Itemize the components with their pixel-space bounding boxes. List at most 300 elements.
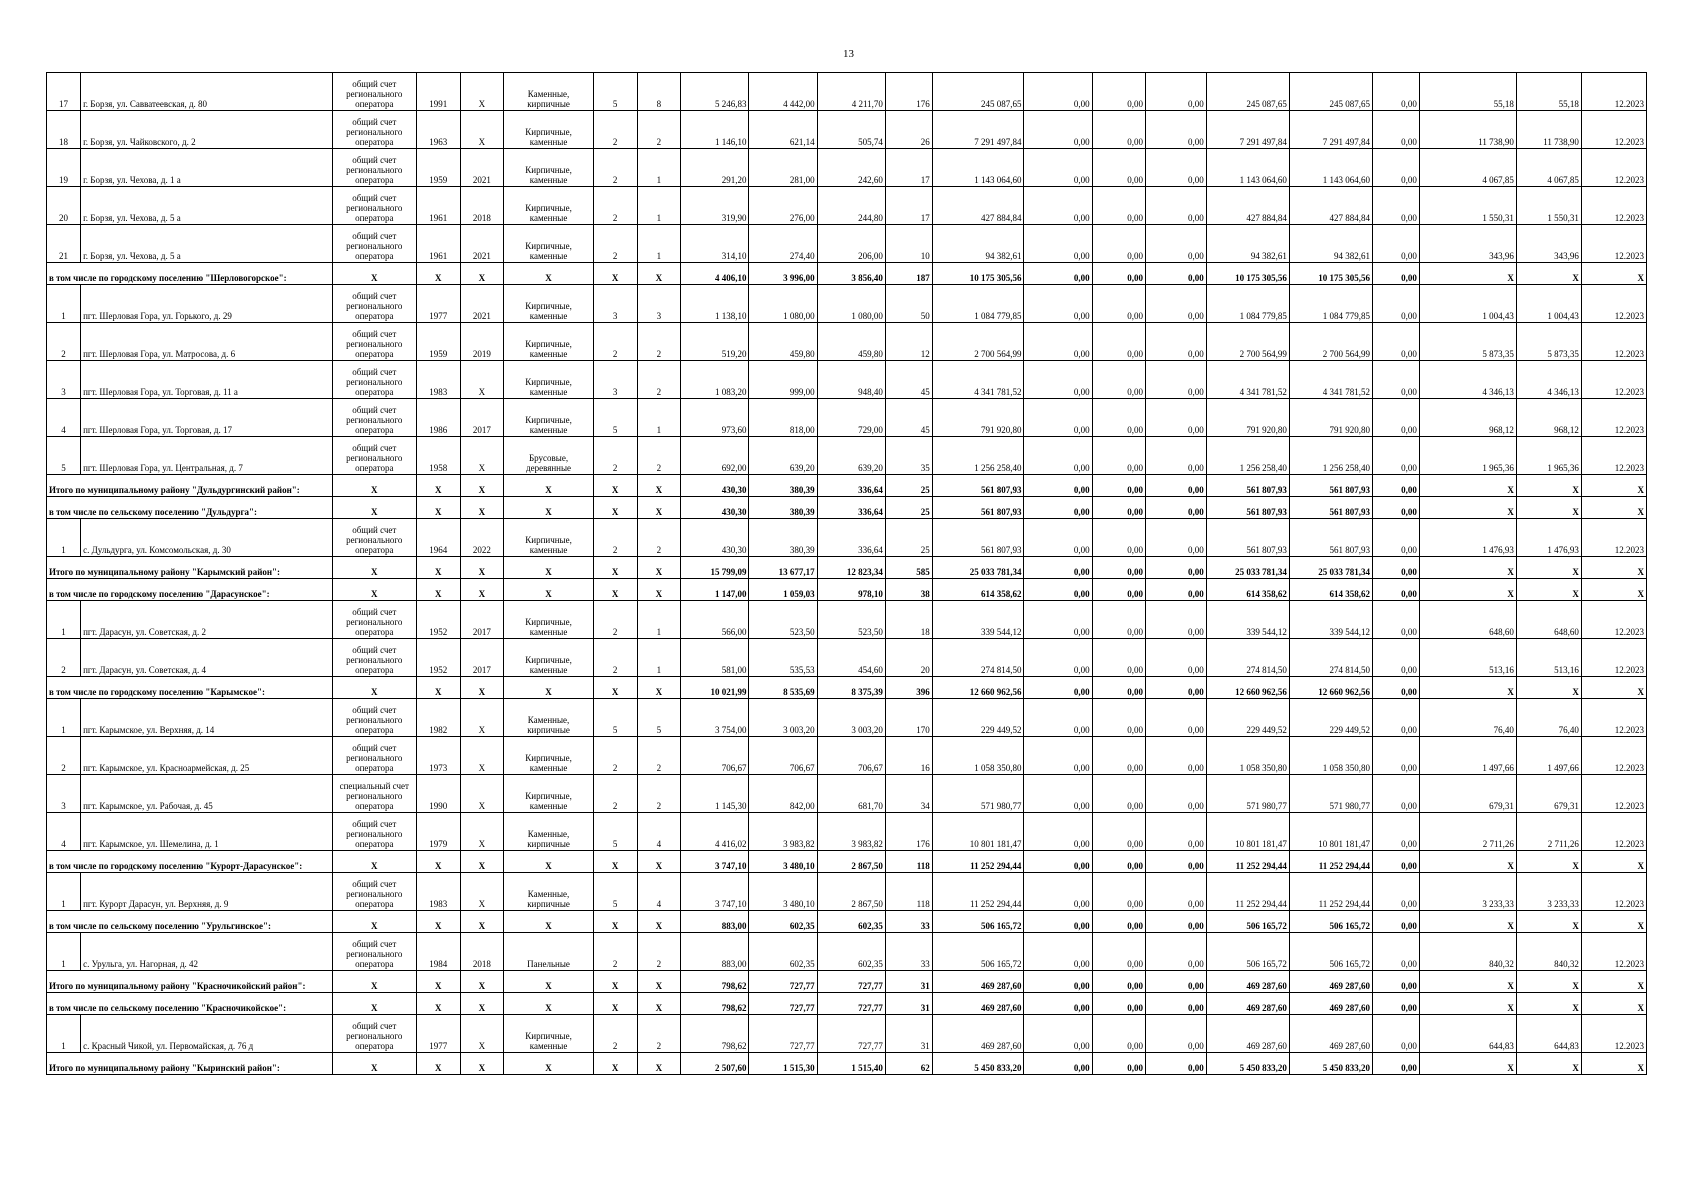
cell-cost: 11 252 294,44 (932, 873, 1024, 911)
cell-year: 1983 (416, 361, 460, 399)
cell-f4: 506 165,72 (1206, 933, 1289, 971)
cell-reno: X (460, 993, 504, 1015)
cell-date: 12.2023 (1581, 399, 1646, 437)
cell-f1: 0,00 (1024, 579, 1092, 601)
cell-fl: X (593, 497, 637, 519)
cell-mat: X (504, 497, 594, 519)
cell-f4: 1 256 258,40 (1206, 437, 1289, 475)
cell-fl: 3 (593, 285, 637, 323)
cell-mat: X (504, 579, 594, 601)
cell-f2: 0,00 (1092, 225, 1145, 263)
cell-a1: 430,30 (681, 497, 749, 519)
cell-ent: 1 (637, 187, 681, 225)
cell-year: 1961 (416, 225, 460, 263)
cell-a2: 727,77 (749, 993, 817, 1015)
cell-f2: 0,00 (1092, 1015, 1145, 1053)
cell-u1: X (1419, 579, 1516, 601)
cell-u2: 1 497,66 (1516, 737, 1581, 775)
cell-reno: X (460, 579, 504, 601)
cell-f5: 561 807,93 (1289, 519, 1372, 557)
cell-mat: X (504, 971, 594, 993)
cell-f2: 0,00 (1092, 285, 1145, 323)
cell-ppl: 25 (885, 519, 932, 557)
cell-u2: 1 965,36 (1516, 437, 1581, 475)
cell-acc: X (332, 911, 416, 933)
cell-u1: 4 067,85 (1419, 149, 1516, 187)
cell-a3: 602,35 (817, 911, 885, 933)
cell-year: 1983 (416, 873, 460, 911)
cell-reno: X (460, 497, 504, 519)
cell-addr: с. Красный Чикой, ул. Первомайская, д. 76 д (81, 1015, 333, 1053)
cell-f1: 0,00 (1024, 361, 1092, 399)
cell-f1: 0,00 (1024, 111, 1092, 149)
cell-date: 12.2023 (1581, 361, 1646, 399)
cell-acc: общий счет регионального оператора (332, 225, 416, 263)
cell-f1: 0,00 (1024, 993, 1092, 1015)
cell-a3: 602,35 (817, 933, 885, 971)
cell-u2: X (1516, 993, 1581, 1015)
cell-f6: 0,00 (1372, 399, 1419, 437)
cell-mat: Кирпичные, каменные (504, 361, 594, 399)
table-row (47, 111, 1647, 149)
cell-u2: X (1516, 911, 1581, 933)
table-row (47, 187, 1647, 225)
cell-f6: 0,00 (1372, 933, 1419, 971)
cell-ppl: 33 (885, 911, 932, 933)
cell-f5: 1 084 779,85 (1289, 285, 1372, 323)
cell-a3: 336,64 (817, 519, 885, 557)
cell-mat: Кирпичные, каменные (504, 111, 594, 149)
cell-ppl: 18 (885, 601, 932, 639)
cell-f2: 0,00 (1092, 737, 1145, 775)
cell-addr: пгт. Шерловая Гора, ул. Горького, д. 29 (81, 285, 333, 323)
cell-ent: X (637, 579, 681, 601)
cell-reno: 2018 (460, 187, 504, 225)
cell-f2: 0,00 (1092, 73, 1145, 111)
cell-no: 21 (47, 225, 81, 263)
cell-f4: 561 807,93 (1206, 497, 1289, 519)
cell-f6: 0,00 (1372, 361, 1419, 399)
cell-date: X (1581, 993, 1646, 1015)
cell-a2: 8 535,69 (749, 677, 817, 699)
cell-u1: 968,12 (1419, 399, 1516, 437)
cell-mat: Кирпичные, каменные (504, 285, 594, 323)
cell-u2: 1 476,93 (1516, 519, 1581, 557)
cell-f1: 0,00 (1024, 285, 1092, 323)
cell-a3: 3 003,20 (817, 699, 885, 737)
cell-f5: 469 287,60 (1289, 993, 1372, 1015)
cell-f2: 0,00 (1092, 639, 1145, 677)
cell-f4: 1 143 064,60 (1206, 149, 1289, 187)
cell-ent: X (637, 475, 681, 497)
cell-cost: 4 341 781,52 (932, 361, 1024, 399)
cell-date: 12.2023 (1581, 187, 1646, 225)
cell-f6: 0,00 (1372, 225, 1419, 263)
cell-mat: Кирпичные, каменные (504, 225, 594, 263)
cell-f6: 0,00 (1372, 873, 1419, 911)
cell-u2: 55,18 (1516, 73, 1581, 111)
cell-a1: 2 507,60 (681, 1053, 749, 1075)
cell-a2: 621,14 (749, 111, 817, 149)
cell-cost: 469 287,60 (932, 993, 1024, 1015)
cell-date: X (1581, 263, 1646, 285)
cell-a3: 8 375,39 (817, 677, 885, 699)
cell-u1: X (1419, 263, 1516, 285)
cell-ent: 1 (637, 601, 681, 639)
cell-reno: X (460, 813, 504, 851)
cell-f3: 0,00 (1145, 993, 1206, 1015)
cell-f1: 0,00 (1024, 437, 1092, 475)
cell-a3: 2 867,50 (817, 851, 885, 873)
cell-fl: X (593, 911, 637, 933)
cell-mat: Кирпичные, каменные (504, 519, 594, 557)
cell-a1: 1 146,10 (681, 111, 749, 149)
cell-cost: 12 660 962,56 (932, 677, 1024, 699)
cell-year: 1952 (416, 639, 460, 677)
cell-f6: 0,00 (1372, 813, 1419, 851)
cell-f4: 561 807,93 (1206, 475, 1289, 497)
cell-f3: 0,00 (1145, 519, 1206, 557)
cell-f1: 0,00 (1024, 557, 1092, 579)
cell-a3: 639,20 (817, 437, 885, 475)
cell-f1: 0,00 (1024, 323, 1092, 361)
cell-u1: X (1419, 557, 1516, 579)
cell-a1: 798,62 (681, 971, 749, 993)
cell-a1: 973,60 (681, 399, 749, 437)
cell-a2: 380,39 (749, 475, 817, 497)
cell-u1: X (1419, 993, 1516, 1015)
cell-a2: 727,77 (749, 1015, 817, 1053)
cell-f5: 561 807,93 (1289, 497, 1372, 519)
cell-f4: 469 287,60 (1206, 971, 1289, 993)
cell-cost: 7 291 497,84 (932, 111, 1024, 149)
cell-u1: X (1419, 851, 1516, 873)
cell-f4: 561 807,93 (1206, 519, 1289, 557)
cell-ent: X (637, 557, 681, 579)
cell-f3: 0,00 (1145, 437, 1206, 475)
cell-f2: 0,00 (1092, 993, 1145, 1015)
cell-f6: 0,00 (1372, 1053, 1419, 1075)
cell-f4: 25 033 781,34 (1206, 557, 1289, 579)
cell-a3: 206,00 (817, 225, 885, 263)
cell-acc: общий счет регионального оператора (332, 73, 416, 111)
cell-u2: 679,31 (1516, 775, 1581, 813)
cell-date: 12.2023 (1581, 639, 1646, 677)
cell-f6: 0,00 (1372, 111, 1419, 149)
cell-no: 18 (47, 111, 81, 149)
cell-a2: 999,00 (749, 361, 817, 399)
cell-a3: 454,60 (817, 639, 885, 677)
cell-cost: 469 287,60 (932, 1015, 1024, 1053)
cell-ppl: 35 (885, 437, 932, 475)
cell-acc: общий счет регионального оператора (332, 639, 416, 677)
cell-a1: 883,00 (681, 911, 749, 933)
cell-reno: X (460, 851, 504, 873)
cell-f1: 0,00 (1024, 971, 1092, 993)
cell-u1: 1 476,93 (1419, 519, 1516, 557)
cell-cost: 1 143 064,60 (932, 149, 1024, 187)
cell-u2: 1 550,31 (1516, 187, 1581, 225)
cell-no: 1 (47, 699, 81, 737)
cell-f4: 10 801 181,47 (1206, 813, 1289, 851)
cell-a3: 336,64 (817, 497, 885, 519)
cell-reno: 2019 (460, 323, 504, 361)
cell-f3: 0,00 (1145, 73, 1206, 111)
cell-no: 2 (47, 639, 81, 677)
cell-date: X (1581, 579, 1646, 601)
table-row (47, 699, 1647, 737)
cell-year: X (416, 557, 460, 579)
cell-f5: 339 544,12 (1289, 601, 1372, 639)
cell-f2: 0,00 (1092, 933, 1145, 971)
cell-f3: 0,00 (1145, 911, 1206, 933)
cell-fl: 2 (593, 437, 637, 475)
cell-f2: 0,00 (1092, 699, 1145, 737)
cell-f4: 7 291 497,84 (1206, 111, 1289, 149)
cell-a2: 3 996,00 (749, 263, 817, 285)
cell-f3: 0,00 (1145, 639, 1206, 677)
cell-addr: пгт. Дарасун, ул. Советская, д. 2 (81, 601, 333, 639)
cell-reno: 2021 (460, 285, 504, 323)
cell-u2: X (1516, 475, 1581, 497)
cell-f3: 0,00 (1145, 263, 1206, 285)
cell-mat: Кирпичные, каменные (504, 1015, 594, 1053)
cell-a1: 581,00 (681, 639, 749, 677)
cell-f4: 339 544,12 (1206, 601, 1289, 639)
cell-reno: X (460, 361, 504, 399)
cell-f6: 0,00 (1372, 323, 1419, 361)
cell-f4: 791 920,80 (1206, 399, 1289, 437)
cell-no: 17 (47, 73, 81, 111)
cell-f6: 0,00 (1372, 519, 1419, 557)
cell-f5: 427 884,84 (1289, 187, 1372, 225)
cell-label: в том числе по городскому поселению "Шерловогорское": (47, 263, 333, 285)
cell-no: 1 (47, 873, 81, 911)
cell-ppl: 585 (885, 557, 932, 579)
cell-mat: Кирпичные, каменные (504, 601, 594, 639)
cell-f4: 506 165,72 (1206, 911, 1289, 933)
cell-year: 1984 (416, 933, 460, 971)
cell-year: 1986 (416, 399, 460, 437)
cell-f1: 0,00 (1024, 475, 1092, 497)
cell-fl: X (593, 971, 637, 993)
cell-f3: 0,00 (1145, 399, 1206, 437)
cell-u1: 343,96 (1419, 225, 1516, 263)
cell-ppl: 17 (885, 149, 932, 187)
cell-acc: X (332, 993, 416, 1015)
cell-date: 12.2023 (1581, 285, 1646, 323)
cell-mat: X (504, 993, 594, 1015)
cell-fl: 5 (593, 73, 637, 111)
cell-a2: 3 480,10 (749, 851, 817, 873)
cell-fl: 2 (593, 639, 637, 677)
cell-no: 1 (47, 519, 81, 557)
cell-f2: 0,00 (1092, 775, 1145, 813)
cell-fl: X (593, 677, 637, 699)
cell-cost: 5 450 833,20 (932, 1053, 1024, 1075)
cell-f1: 0,00 (1024, 225, 1092, 263)
cell-acc: общий счет регионального оператора (332, 519, 416, 557)
cell-f2: 0,00 (1092, 497, 1145, 519)
cell-date: 12.2023 (1581, 1015, 1646, 1053)
cell-no: 1 (47, 601, 81, 639)
cell-ppl: 45 (885, 399, 932, 437)
cell-date: 12.2023 (1581, 111, 1646, 149)
summary-row (47, 497, 1647, 519)
cell-reno: 2018 (460, 933, 504, 971)
cell-ppl: 176 (885, 73, 932, 111)
cell-cost: 1 058 350,80 (932, 737, 1024, 775)
table-body (47, 73, 1647, 1075)
cell-addr: пгт. Карымское, ул. Верхняя, д. 14 (81, 699, 333, 737)
cell-f6: 0,00 (1372, 285, 1419, 323)
cell-mat: Кирпичные, каменные (504, 775, 594, 813)
cell-f4: 11 252 294,44 (1206, 873, 1289, 911)
cell-ppl: 118 (885, 851, 932, 873)
cell-year: 1979 (416, 813, 460, 851)
cell-u2: 76,40 (1516, 699, 1581, 737)
cell-ent: 2 (637, 323, 681, 361)
cell-acc: общий счет регионального оператора (332, 111, 416, 149)
cell-a1: 798,62 (681, 1015, 749, 1053)
cell-u2: 4 067,85 (1516, 149, 1581, 187)
cell-f1: 0,00 (1024, 1053, 1092, 1075)
cell-acc: X (332, 851, 416, 873)
cell-label: в том числе по городскому поселению "Карымское": (47, 677, 333, 699)
cell-u2: X (1516, 263, 1581, 285)
cell-cost: 2 700 564,99 (932, 323, 1024, 361)
cell-f2: 0,00 (1092, 601, 1145, 639)
cell-label: Итого по муниципальному району "Кыринский район": (47, 1053, 333, 1075)
cell-year: 1963 (416, 111, 460, 149)
table-row (47, 149, 1647, 187)
cell-addr: пгт. Карымское, ул. Шемелина, д. 1 (81, 813, 333, 851)
cell-reno: 2017 (460, 601, 504, 639)
cell-date: 12.2023 (1581, 437, 1646, 475)
cell-f6: 0,00 (1372, 497, 1419, 519)
cell-ent: 4 (637, 813, 681, 851)
cell-f5: 5 450 833,20 (1289, 1053, 1372, 1075)
cell-u1: 648,60 (1419, 601, 1516, 639)
cell-u2: X (1516, 579, 1581, 601)
cell-u2: 840,32 (1516, 933, 1581, 971)
cell-mat: Кирпичные, каменные (504, 737, 594, 775)
cell-f1: 0,00 (1024, 519, 1092, 557)
cell-ppl: 31 (885, 971, 932, 993)
cell-reno: X (460, 873, 504, 911)
cell-a3: 727,77 (817, 971, 885, 993)
cell-u2: 2 711,26 (1516, 813, 1581, 851)
cell-ppl: 31 (885, 1015, 932, 1053)
cell-a2: 3 983,82 (749, 813, 817, 851)
cell-ent: 2 (637, 437, 681, 475)
table-row (47, 285, 1647, 323)
cell-mat: X (504, 263, 594, 285)
cell-f1: 0,00 (1024, 699, 1092, 737)
cell-u1: 11 738,90 (1419, 111, 1516, 149)
cell-cost: 571 980,77 (932, 775, 1024, 813)
cell-a3: 4 211,70 (817, 73, 885, 111)
cell-f5: 274 814,50 (1289, 639, 1372, 677)
cell-f6: 0,00 (1372, 993, 1419, 1015)
cell-f1: 0,00 (1024, 497, 1092, 519)
cell-a2: 276,00 (749, 187, 817, 225)
cell-a3: 336,64 (817, 475, 885, 497)
cell-a1: 5 246,83 (681, 73, 749, 111)
cell-ent: 2 (637, 775, 681, 813)
cell-addr: г. Борзя, ул. Чехова, д. 5 а (81, 187, 333, 225)
cell-f2: 0,00 (1092, 971, 1145, 993)
cell-a2: 602,35 (749, 933, 817, 971)
cell-f5: 25 033 781,34 (1289, 557, 1372, 579)
cell-fl: 2 (593, 1015, 637, 1053)
cell-f6: 0,00 (1372, 557, 1419, 579)
cell-ppl: 25 (885, 475, 932, 497)
cell-f5: 1 058 350,80 (1289, 737, 1372, 775)
cell-cost: 427 884,84 (932, 187, 1024, 225)
cell-acc: X (332, 475, 416, 497)
cell-f5: 506 165,72 (1289, 933, 1372, 971)
cell-f3: 0,00 (1145, 323, 1206, 361)
cell-mat: X (504, 677, 594, 699)
cell-f5: 469 287,60 (1289, 1015, 1372, 1053)
cell-acc: X (332, 557, 416, 579)
cell-acc: общий счет регионального оператора (332, 437, 416, 475)
table-row (47, 399, 1647, 437)
cell-u1: 1 004,43 (1419, 285, 1516, 323)
cell-a2: 13 677,17 (749, 557, 817, 579)
cell-ent: X (637, 1053, 681, 1075)
cell-a1: 15 799,09 (681, 557, 749, 579)
cell-year: X (416, 971, 460, 993)
table-row (47, 437, 1647, 475)
cell-a2: 274,40 (749, 225, 817, 263)
cell-fl: 2 (593, 933, 637, 971)
cell-addr: пгт. Карымское, ул. Рабочая, д. 45 (81, 775, 333, 813)
cell-f4: 1 058 350,80 (1206, 737, 1289, 775)
cell-no: 3 (47, 775, 81, 813)
cell-date: 12.2023 (1581, 737, 1646, 775)
cell-acc: X (332, 263, 416, 285)
cell-u2: 968,12 (1516, 399, 1581, 437)
cell-reno: X (460, 737, 504, 775)
cell-ent: X (637, 677, 681, 699)
cell-no: 20 (47, 187, 81, 225)
cell-ent: X (637, 993, 681, 1015)
cell-f3: 0,00 (1145, 813, 1206, 851)
cell-f1: 0,00 (1024, 873, 1092, 911)
cell-acc: X (332, 971, 416, 993)
cell-mat: Каменные, кирпичные (504, 813, 594, 851)
cell-f2: 0,00 (1092, 813, 1145, 851)
cell-ppl: 25 (885, 497, 932, 519)
cell-reno: 2022 (460, 519, 504, 557)
cell-f6: 0,00 (1372, 601, 1419, 639)
cell-fl: 5 (593, 813, 637, 851)
cell-date: 12.2023 (1581, 775, 1646, 813)
cell-date: 12.2023 (1581, 873, 1646, 911)
cell-addr: г. Борзя, ул. Чехова, д. 5 а (81, 225, 333, 263)
cell-fl: 2 (593, 225, 637, 263)
cell-f2: 0,00 (1092, 911, 1145, 933)
cell-f4: 94 382,61 (1206, 225, 1289, 263)
cell-f1: 0,00 (1024, 1015, 1092, 1053)
cell-reno: X (460, 475, 504, 497)
cell-mat: Каменные, кирпичные (504, 699, 594, 737)
cell-a3: 242,60 (817, 149, 885, 187)
cell-reno: X (460, 263, 504, 285)
cell-f3: 0,00 (1145, 285, 1206, 323)
